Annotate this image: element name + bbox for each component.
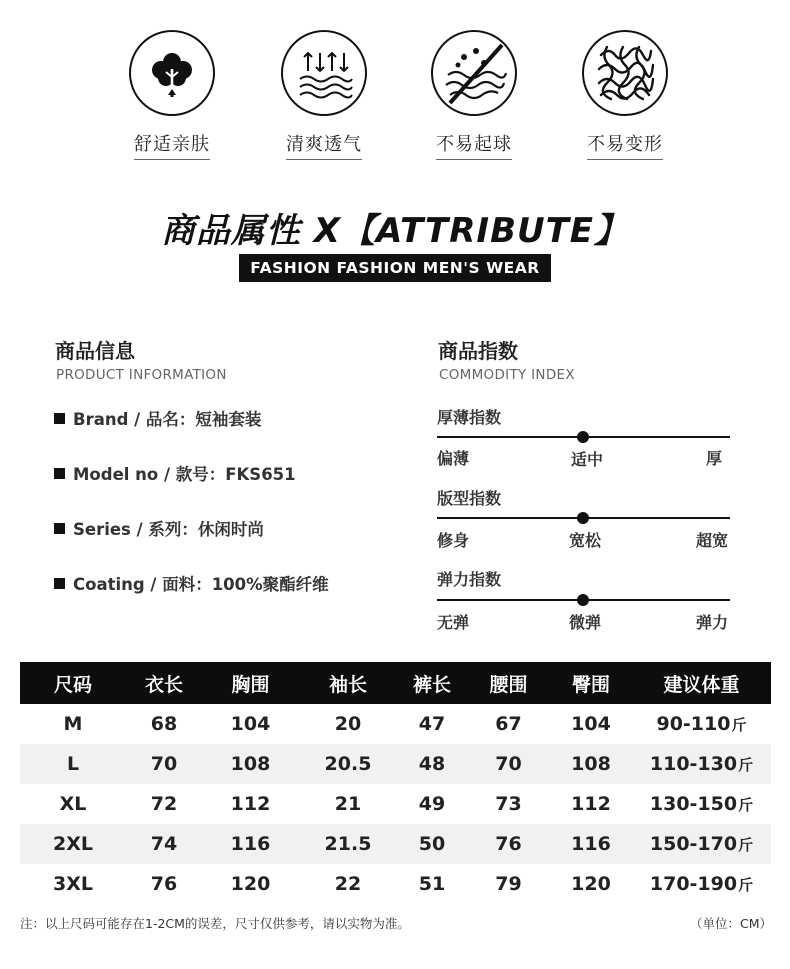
table-cell: XL <box>59 793 87 815</box>
table-cell: 70 <box>126 744 202 784</box>
weight-unit: 斤 <box>738 876 754 894</box>
table-cell: 21 <box>334 793 362 815</box>
table-cell-weight <box>632 744 771 784</box>
bullet-square-icon <box>54 468 65 479</box>
attribute-subtitle-bar: FASHION FASHION MEN'S WEAR <box>239 254 551 282</box>
weight-unit: 斤 <box>738 796 754 814</box>
table-cell: 72 <box>150 793 178 815</box>
feature-label: 不易变形 <box>587 130 663 160</box>
table-cell-weight <box>632 784 771 824</box>
table-cell: 76 <box>150 873 178 895</box>
column-header: 尺码 <box>20 662 126 704</box>
bullet-square-icon <box>54 578 65 589</box>
feature-label: 不易起球 <box>436 130 512 160</box>
table-header-row <box>20 662 771 704</box>
table-row <box>20 704 771 744</box>
info-text: Brand / 品名：短袖套装 <box>73 410 262 429</box>
table-cell: 20.5 <box>299 744 397 784</box>
measurement-note: 注：以上尺码可能存在1-2CM的误差，尺寸仅供参考，请以实物为准。 <box>20 916 410 931</box>
column-header: 衣长 <box>126 662 202 704</box>
weight-value: 110-130 <box>649 753 738 775</box>
table-cell: 104 <box>230 713 271 735</box>
column-header: 建议体重 <box>632 662 771 704</box>
column-header: 胸围 <box>202 662 299 704</box>
weight-value: 90-110 <box>656 713 731 735</box>
table-cell: 73 <box>495 793 522 815</box>
column-header: 袖长 <box>299 662 397 704</box>
anti-pilling-icon <box>431 30 517 116</box>
table-cell: 116 <box>202 824 299 864</box>
info-text: Series / 系列：休闲时尚 <box>73 520 264 539</box>
table-row <box>20 824 771 864</box>
feature-comfort <box>112 30 232 160</box>
info-text: Coating / 面料：100%聚酯纤维 <box>73 575 329 594</box>
fit-label-low: 修身 <box>437 531 470 550</box>
table-cell: 51 <box>418 873 446 895</box>
breathable-icon <box>281 30 367 116</box>
table-cell: 76 <box>467 824 550 864</box>
table-cell-weight <box>632 824 771 864</box>
table-cell: 112 <box>230 793 271 815</box>
table-cell: 48 <box>397 744 467 784</box>
fit-label-high: 超宽 <box>696 531 729 550</box>
table-cell-weight <box>632 704 771 744</box>
table-cell: 120 <box>571 873 611 895</box>
table-cell: 2XL <box>20 824 126 864</box>
table-cell: 50 <box>397 824 467 864</box>
thickness-label-high: 厚 <box>706 449 723 468</box>
thickness-index-title: 厚薄指数 <box>437 408 502 427</box>
info-item-model <box>54 461 296 485</box>
table-row <box>20 864 771 904</box>
table-cell: 120 <box>230 873 271 895</box>
info-item-series <box>54 516 264 540</box>
weight-value: 130-150 <box>649 793 738 815</box>
table-cell: 21.5 <box>299 824 397 864</box>
info-text: Model no / 款号：FKS651 <box>73 465 296 484</box>
info-item-brand <box>54 406 261 430</box>
elasticity-index-marker <box>577 594 589 606</box>
table-cell: M <box>63 713 83 735</box>
attribute-heading: 商品属性 X【ATTRIBUTE】 <box>160 211 630 251</box>
fit-index-title: 版型指数 <box>437 489 502 508</box>
commodity-index-title: 商品指数 <box>438 339 518 363</box>
product-info-subtitle: PRODUCT INFORMATION <box>56 367 227 383</box>
table-cell: 108 <box>202 744 299 784</box>
column-header: 腰围 <box>467 662 550 704</box>
table-cell: 112 <box>571 793 611 815</box>
feature-anti-pilling <box>414 30 534 160</box>
table-cell: 70 <box>467 744 550 784</box>
size-table <box>20 662 771 904</box>
cotton-icon <box>129 30 215 116</box>
table-cell: 67 <box>495 713 522 735</box>
column-header: 臀围 <box>550 662 632 704</box>
table-cell: 49 <box>418 793 446 815</box>
table-cell: 68 <box>150 713 178 735</box>
feature-icons-row <box>0 30 790 170</box>
bullet-square-icon <box>54 523 65 534</box>
elasticity-label-high: 弹力 <box>696 613 729 632</box>
feature-breathable <box>264 30 384 160</box>
feature-label: 舒适亲肤 <box>134 130 210 160</box>
column-header: 裤长 <box>397 662 467 704</box>
table-cell: 79 <box>495 873 522 895</box>
table-cell: 104 <box>571 713 611 735</box>
commodity-index-subtitle: COMMODITY INDEX <box>439 367 575 383</box>
table-cell: 108 <box>550 744 632 784</box>
fit-label-mid: 宽松 <box>569 531 602 550</box>
weight-unit: 斤 <box>738 756 754 774</box>
feature-anti-deform <box>565 30 685 160</box>
elasticity-label-low: 无弹 <box>437 613 470 632</box>
feature-label: 清爽透气 <box>286 130 362 160</box>
weight-value: 150-170 <box>649 833 738 855</box>
table-cell: 3XL <box>53 873 93 895</box>
fit-index-marker <box>577 512 589 524</box>
table-cell: 20 <box>334 713 362 735</box>
elasticity-index-title: 弹力指数 <box>437 570 502 589</box>
table-cell: L <box>20 744 126 784</box>
weight-unit: 斤 <box>731 716 747 734</box>
elasticity-label-mid: 微弹 <box>569 613 602 632</box>
anti-deform-icon <box>582 30 668 116</box>
table-cell-weight <box>632 864 771 904</box>
thickness-index-marker <box>577 431 589 443</box>
info-item-coating <box>54 571 329 595</box>
weight-unit: 斤 <box>738 836 754 854</box>
thickness-label-mid: 适中 <box>571 450 604 469</box>
thickness-label-low: 偏薄 <box>437 449 470 468</box>
table-cell: 74 <box>126 824 202 864</box>
unit-note: （单位：CM） <box>689 916 772 931</box>
bullet-square-icon <box>54 413 65 424</box>
table-row <box>20 744 771 784</box>
product-info-title: 商品信息 <box>55 339 135 363</box>
table-cell: 22 <box>334 873 362 895</box>
table-cell: 116 <box>550 824 632 864</box>
weight-value: 170-190 <box>649 873 738 895</box>
table-cell: 47 <box>418 713 446 735</box>
table-row <box>20 784 771 824</box>
